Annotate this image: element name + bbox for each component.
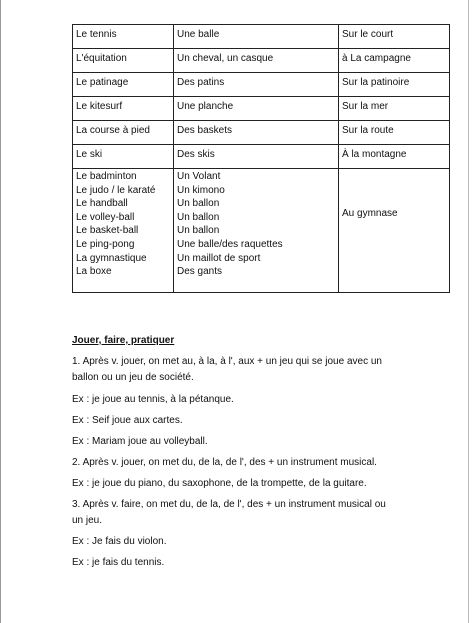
place-cell: Sur la patinoire — [339, 73, 450, 97]
table-row — [73, 25, 450, 49]
place-cell: Sur la route — [339, 121, 450, 145]
sport-list-cell — [73, 169, 174, 293]
sport-cell: Le tennis — [73, 25, 174, 49]
place-cell: À la montagne — [339, 145, 450, 169]
equipment-list-cell — [174, 169, 339, 293]
equipment-item: Une balle/des raquettes — [177, 238, 283, 250]
equipment-cell: Des patins — [174, 73, 339, 97]
equipment-cell: Une balle — [174, 25, 339, 49]
equipment-cell: Un cheval, un casque — [174, 49, 339, 73]
sport-item: Le ping-pong — [76, 238, 135, 250]
sports-table — [72, 24, 450, 293]
table-row-group — [73, 169, 450, 293]
sport-item: Le handball — [76, 198, 128, 210]
table-row — [73, 97, 450, 121]
example-3: Ex : Mariam joue au volleyball. — [72, 436, 208, 447]
place-cell: à La campagne — [339, 49, 450, 73]
sport-item: Le judo / le karaté — [76, 184, 156, 196]
equipment-item: Un ballon — [177, 225, 220, 237]
sport-cell: Le patinage — [73, 73, 174, 97]
sport-item: Le badminton — [76, 171, 137, 182]
sport-cell: L'équitation — [73, 49, 174, 73]
example-6: Ex : je fais du tennis. — [72, 557, 165, 568]
equipment-cell: Des baskets — [174, 121, 339, 145]
rule-3-line-2: un jeu. — [72, 515, 103, 526]
sport-item: La gymnastique — [76, 252, 147, 264]
sport-item: Le basket-ball — [76, 225, 139, 237]
rule-1-line-2: ballon ou un jeu de société. — [72, 372, 194, 383]
section-heading: Jouer, faire, pratiquer — [72, 335, 175, 346]
table-row — [73, 49, 450, 73]
page-right-edge — [468, 0, 469, 623]
place-cell: Sur la mer — [339, 97, 450, 121]
equipment-cell: Des skis — [174, 145, 339, 169]
table-row — [73, 121, 450, 145]
equipment-item: Un ballon — [177, 198, 220, 210]
equipment-item: Un Volant — [177, 171, 221, 182]
equipment-item: Un maillot de sport — [177, 252, 261, 264]
rule-3-line-1: 3. Après v. faire, on met du, de la, de l', des + un instrument musical ou — [72, 499, 386, 510]
example-4: Ex : je joue du piano, du saxophone, de la trompette, de la guitare. — [72, 478, 367, 489]
place-cell-gymnase: Au gymnase — [339, 169, 450, 293]
sport-cell: Le kitesurf — [73, 97, 174, 121]
example-1: Ex : je joue au tennis, à la pétanque. — [72, 394, 234, 405]
equipment-item: Un ballon — [177, 211, 220, 223]
equipment-cell: Une planche — [174, 97, 339, 121]
table-row — [73, 73, 450, 97]
sport-cell: La course à pied — [73, 121, 174, 145]
example-5: Ex : Je fais du violon. — [72, 536, 167, 547]
example-2: Ex : Seif joue aux cartes. — [72, 415, 183, 426]
sport-item: La boxe — [76, 266, 112, 278]
sport-item: Le volley-ball — [76, 211, 135, 223]
place-cell: Sur le court — [339, 25, 450, 49]
rule-1-line-1: 1. Après v. jouer, on met au, à la, à l', aux + un jeu qui se joue avec un — [72, 356, 382, 367]
table-row — [73, 145, 450, 169]
equipment-item: Des gants — [177, 266, 223, 278]
rule-2: 2. Après v. jouer, on met du, de la, de l', des + un instrument musical. — [72, 457, 377, 468]
sport-cell: Le ski — [73, 145, 174, 169]
page-left-edge — [0, 0, 1, 623]
equipment-item: Un kimono — [177, 184, 225, 196]
